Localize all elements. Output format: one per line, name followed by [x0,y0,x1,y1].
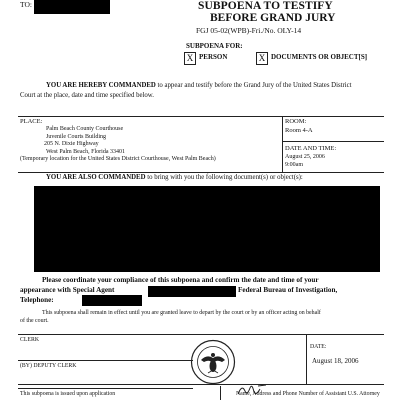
redacted-telephone [82,295,142,306]
command-line1 [46,82,352,89]
footer-left: This subpoena is issued upon application [20,391,116,397]
person-checkbox[interactable]: X [184,52,196,65]
room-label: ROOM: [285,118,307,125]
time-value: 9:00am [285,161,303,168]
clerk-box-divider [306,334,307,384]
remain-effect-line1: This subpoena shall remain in effect until you are granted leave to depart by the court or by an officer acting on behalf [42,310,321,316]
also-commanded [46,174,303,181]
person-label: PERSON [199,53,228,61]
coordinate-line1: Please coordinate your compliance of this subpoena and confirm the date and time of your [42,276,319,284]
footer-column-divider [220,386,221,400]
remain-effect-line2: of the court. [20,317,49,324]
redacted-recipient [34,0,110,14]
court-seal-icon [190,339,236,385]
coordinate-line2-end: Federal Bureau of Investigation, [238,286,338,294]
also-commanded-rest: to bring with you the following document(s) or object(s): [145,174,303,181]
date-time-value [285,154,325,169]
room-value: Room 4-A [285,127,313,134]
place-line4: West Palm Beach, Florida 33401 [46,148,126,155]
coordinate-line3: Telephone: [20,296,54,304]
subpoena-for-label: SUBPOENA FOR: [186,42,243,50]
issue-date-value: August 18, 2006 [312,357,359,365]
redacted-documents-list [34,186,380,272]
coordinate-line2 [20,286,114,294]
deputy-clerk-line [18,360,193,361]
date-value: August 25, 2006 [285,154,325,160]
room-date-divider [282,141,384,142]
remain-effect [20,310,386,325]
footer-divider-left [18,388,193,389]
date-time-label: DATE AND TIME: [285,145,337,152]
place-line3: 205 N. Dixie Highway [44,141,99,147]
issue-date-label: DATE: [310,344,327,350]
place-address [20,126,282,164]
clerk-box-top [18,334,384,335]
place-line2: Juvenile Courts Building [46,133,106,140]
place-line1: Palm Beach County Courthouse [46,126,124,132]
place-line5: (Temporary location for the United States District Courthouse, West Palm Beach) [20,156,216,162]
command-rest: to appear and testify before the Grand Jury of the United States District [155,82,352,89]
title-line1: SUBPOENA TO TESTIFY [198,0,333,12]
table-bottom-border [18,172,384,173]
command-lead: YOU ARE HEREBY COMMANDED [46,82,156,89]
table-column-divider [282,116,283,172]
table-top-border [18,116,384,117]
command-line2: Court at the place, date and time specified below. [20,92,154,99]
title-line2: BEFORE GRAND JURY [210,12,336,24]
footer-right: Name, Address and Phone Number of Assistant U.S. Attorney [236,391,380,397]
coordinate-line2-start: appearance with Special Agent [20,286,115,294]
case-number: FGJ 05-02(WPB)-Fri./No. OLY-14 [196,26,302,35]
documents-checkbox[interactable]: X [256,52,268,65]
deputy-clerk-label: (BY) DEPUTY CLERK [20,363,77,369]
to-label: TO: [20,0,32,9]
also-commanded-lead: YOU ARE ALSO COMMANDED [46,174,146,181]
clerk-label: CLERK [20,337,40,343]
documents-label: DOCUMENTS OR OBJECT[S] [271,53,368,61]
redacted-agent-name [148,286,236,297]
place-label: PLACE: [20,118,43,125]
